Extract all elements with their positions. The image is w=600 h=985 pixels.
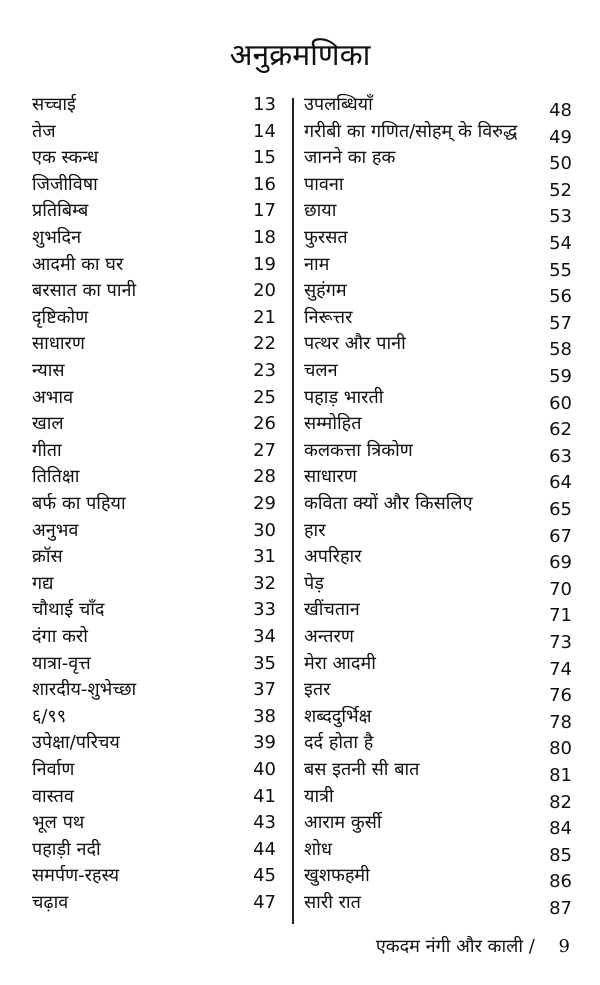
entry-page-number: 52 [549, 179, 572, 201]
entry-title: गद्य [32, 572, 54, 594]
entry-page-number: 39 [253, 732, 276, 754]
left-column-entry [32, 305, 276, 331]
entry-title: उपलब्धियाँ [304, 94, 373, 115]
entry-page-number: 49 [549, 126, 572, 148]
right-column-entry [304, 677, 572, 707]
entry-page-number: 44 [253, 838, 276, 860]
left-column-entry [32, 331, 276, 357]
right-column-entry [304, 331, 572, 361]
entry-title: इतर [304, 679, 331, 701]
entry-page-number: 48 [549, 100, 572, 121]
entry-title: निर्वाण [32, 759, 75, 780]
entry-page-number: 85 [549, 844, 572, 866]
entry-title: क्रॉस [32, 546, 63, 568]
entry-title: सारी रात [304, 892, 361, 913]
entry-page-number: 18 [253, 227, 276, 248]
entry-page-number: 80 [549, 738, 572, 760]
entry-page-number: 67 [549, 525, 572, 547]
entry-page-number: 74 [549, 658, 572, 680]
left-column-entry [32, 544, 276, 570]
left-column-entry [32, 438, 276, 464]
footer-book-title: एकदम नंगी और काली / [375, 936, 535, 957]
column-divider [292, 98, 294, 924]
entry-page-number: 55 [549, 259, 572, 281]
entry-title: सम्मोहित [304, 413, 362, 435]
left-column-entry [32, 225, 276, 251]
right-column-entry [304, 252, 572, 281]
left-column-entry [32, 518, 276, 544]
entry-title: शब्ददुर्भिक्ष [304, 705, 372, 727]
right-column-entry [304, 757, 572, 786]
entry-page-number: 33 [253, 599, 276, 621]
entry-title: बस इतनी सी बात [304, 759, 420, 780]
left-column-entry [32, 784, 276, 810]
entry-title: न्यास [32, 360, 65, 381]
entry-page-number: 13 [253, 94, 276, 115]
entry-page-number: 56 [549, 286, 572, 308]
entry-page-number: 35 [253, 652, 276, 674]
entry-title: पहाड़ी नदी [32, 838, 101, 860]
left-column-entry [32, 464, 276, 490]
entry-title: दर्द होता है [304, 732, 374, 754]
entry-title: भूल पथ [32, 812, 85, 834]
right-column-entry [304, 438, 572, 467]
right-column-entry [304, 863, 572, 893]
page-title: अनुक्रमणिका [229, 38, 371, 73]
entry-page-number: 54 [549, 233, 572, 254]
entry-page-number: 19 [253, 253, 276, 275]
right-column-entry [304, 411, 572, 441]
entry-title: आदमी का घर [32, 253, 124, 275]
right-column-entry [304, 145, 572, 175]
entry-page-number: 25 [253, 386, 276, 408]
entry-page-number: 26 [253, 413, 276, 435]
entry-title: तेज [32, 120, 56, 142]
entry-title: अन्तरण [304, 626, 354, 647]
entry-page-number: 87 [549, 898, 572, 919]
right-column-entry [304, 624, 572, 653]
entry-title: शारदीय-शुभेच्छा [32, 679, 137, 701]
left-column-entry [32, 837, 276, 863]
entry-page-number: 64 [549, 472, 572, 494]
left-column-entry [32, 358, 276, 384]
left-column-entry [32, 863, 276, 889]
right-column-entry [304, 198, 572, 228]
entry-page-number: 14 [253, 120, 276, 142]
entry-page-number: 40 [253, 759, 276, 780]
entry-page-number: 78 [549, 711, 572, 733]
entry-title: फुरसत [304, 227, 348, 248]
entry-title: खींचतान [304, 599, 360, 621]
right-column-entry [304, 890, 572, 919]
entry-title: वास्तव [32, 785, 74, 807]
entry-page-number: 70 [549, 578, 572, 600]
entry-title: चौथाई चाँद [32, 599, 105, 621]
left-column-entry [32, 172, 276, 198]
left-column-entry [32, 597, 276, 623]
right-column-entry [304, 784, 572, 813]
page-footer [376, 934, 570, 960]
entry-page-number: 31 [253, 546, 276, 568]
entry-page-number: 28 [253, 466, 276, 488]
entry-page-number: 43 [253, 812, 276, 834]
right-column-entry [304, 571, 572, 600]
left-column-entry [32, 252, 276, 278]
entry-page-number: 73 [549, 632, 572, 653]
entry-title: ६/९९ [32, 705, 67, 727]
entry-title: अनुभव [32, 519, 79, 541]
entry-title: शोध [304, 838, 332, 860]
left-column-entry [32, 810, 276, 836]
entry-title: दृष्टिकोण [32, 306, 89, 328]
entry-title: सुहंगम [304, 280, 347, 302]
left-column-entry [32, 411, 276, 437]
entry-title: अभाव [32, 386, 74, 408]
entry-page-number: 21 [253, 306, 276, 328]
entry-title: अपरिहार [304, 546, 362, 568]
entry-title: चलन [304, 360, 338, 381]
right-column-entry [304, 464, 572, 494]
entry-page-number: 20 [253, 280, 276, 302]
entry-title: मेरा आदमी [304, 652, 376, 674]
left-column-entry [32, 757, 276, 783]
entry-page-number: 30 [253, 519, 276, 541]
entry-title: निरूत्तर [304, 306, 353, 328]
left-column-entry [32, 278, 276, 304]
entry-title: छाया [304, 200, 337, 222]
right-column-entry [304, 597, 572, 627]
entry-title: उपेक्षा/परिचय [32, 732, 120, 754]
entry-page-number: 29 [253, 493, 276, 514]
entry-page-number: 81 [549, 765, 572, 786]
right-column-entry [304, 92, 572, 121]
entry-title: समर्पण-रहस्य [32, 865, 120, 887]
entry-page-number: 84 [549, 818, 572, 840]
right-column-entry [304, 651, 572, 680]
entry-page-number: 58 [549, 339, 572, 361]
entry-page-number: 23 [253, 360, 276, 381]
entry-title: बरसात का पानी [32, 280, 137, 302]
entry-title: साधारण [32, 333, 85, 355]
entry-title: शुभदिन [32, 227, 82, 248]
entry-page-number: 22 [253, 333, 276, 355]
right-column-entry [304, 172, 572, 201]
entry-title: गीता [32, 439, 62, 461]
entry-title: प्रतिबिम्ब [32, 200, 89, 222]
entry-title: गरीबी का गणित/सोहम् के विरुद्ध [304, 120, 518, 142]
entry-title: कलकत्ता त्रिकोण [304, 439, 413, 461]
right-column-entry [304, 225, 572, 254]
left-column-entry [32, 704, 276, 730]
left-column-entry [32, 651, 276, 677]
left-column-entry [32, 890, 276, 916]
left-column-entry [32, 92, 276, 118]
left-column-entry [32, 119, 276, 145]
entry-page-number: 57 [549, 312, 572, 334]
right-column-entry [304, 704, 572, 733]
entry-title: सच्चाई [32, 94, 76, 115]
entry-title: हार [304, 519, 326, 541]
right-column-entry [304, 358, 572, 387]
entry-title: कविता क्यों और किसलिए [304, 493, 473, 514]
entry-page-number: 45 [253, 865, 276, 887]
entry-page-number: 50 [549, 153, 572, 175]
entry-page-number: 16 [253, 173, 276, 195]
entry-page-number: 63 [549, 445, 572, 467]
right-column-entry [304, 305, 572, 334]
entry-page-number: 76 [549, 685, 572, 707]
entry-title: जिजीविषा [32, 173, 98, 195]
entry-page-number: 82 [549, 791, 572, 813]
left-column-entry [32, 571, 276, 597]
right-column-entry [304, 385, 572, 414]
right-column-entry [304, 730, 572, 760]
left-column-entry [32, 385, 276, 411]
entry-title: पेड़ [304, 572, 324, 594]
entry-page-number: 62 [549, 419, 572, 441]
right-column-entry [304, 810, 572, 840]
entry-page-number: 53 [549, 206, 572, 228]
right-column-entry [304, 544, 572, 574]
entry-title: यात्रा-वृत्त [32, 652, 91, 674]
entry-page-number: 60 [549, 392, 572, 414]
left-column-entry [32, 145, 276, 171]
entry-title: पहाड़ भारती [304, 386, 384, 408]
left-column-entry [32, 677, 276, 703]
entry-title: आराम कुर्सी [304, 812, 382, 834]
entry-title: साधारण [304, 466, 357, 488]
entry-page-number: 15 [253, 147, 276, 169]
entry-page-number: 65 [549, 499, 572, 520]
entry-title: जानने का हक [304, 147, 396, 169]
entry-title: नाम [304, 253, 330, 275]
entry-title: खुशफहमी [304, 865, 370, 887]
left-column-entry [32, 730, 276, 756]
entry-title: पावना [304, 173, 344, 195]
right-column-entry [304, 119, 572, 148]
entry-page-number: 47 [253, 892, 276, 913]
entry-page-number: 71 [549, 605, 572, 627]
entry-title: चढ़ाव [32, 892, 69, 913]
entry-title: एक स्कन्ध [32, 147, 99, 169]
entry-page-number: 86 [549, 871, 572, 893]
footer-page-number: 9 [558, 936, 570, 957]
left-column-entry [32, 624, 276, 650]
entry-title: खाल [32, 413, 64, 435]
entry-title: यात्री [304, 785, 334, 807]
entry-title: पत्थर और पानी [304, 333, 406, 355]
right-column-entry [304, 837, 572, 866]
right-column-entry [304, 518, 572, 547]
left-column-entry [32, 491, 276, 517]
entry-page-number: 38 [253, 705, 276, 727]
left-column-entry [32, 198, 276, 224]
entry-page-number: 59 [549, 366, 572, 387]
entry-title: तितिक्षा [32, 466, 80, 488]
entry-title: दंगा करो [32, 626, 88, 647]
entry-page-number: 34 [253, 626, 276, 647]
entry-page-number: 37 [253, 679, 276, 701]
entry-page-number: 32 [253, 572, 276, 594]
right-column-entry [304, 278, 572, 308]
entry-page-number: 27 [253, 439, 276, 461]
right-column-entry [304, 491, 572, 520]
entry-page-number: 41 [253, 785, 276, 807]
entry-page-number: 17 [253, 200, 276, 222]
entry-page-number: 69 [549, 552, 572, 574]
entry-title: बर्फ का पहिया [32, 493, 126, 514]
